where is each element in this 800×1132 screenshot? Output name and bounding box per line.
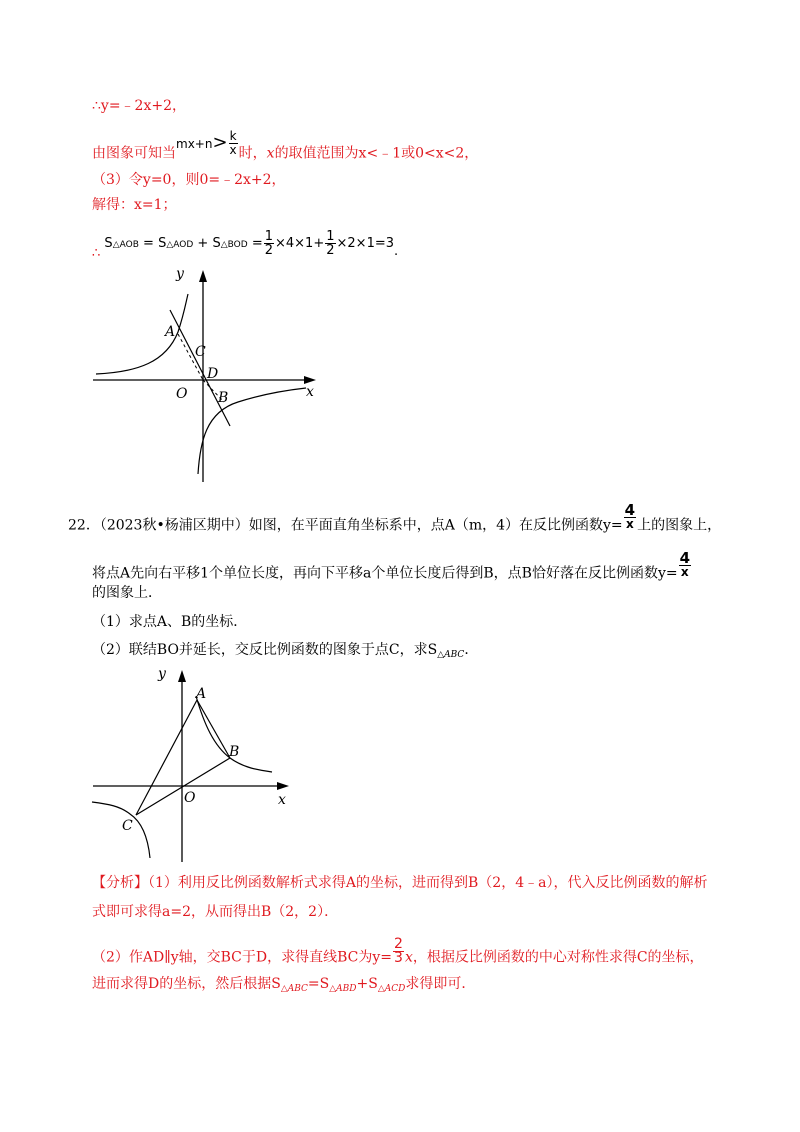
x-axis-arrow <box>277 782 289 790</box>
problem-22-question-1: （1）求点A、B的坐标． <box>92 614 248 630</box>
variable-x: x <box>404 949 413 966</box>
text-segment: （2）联结BO并延长，交反比例函数的图象于点C，求S <box>92 642 438 658</box>
fraction-one-half <box>325 230 335 257</box>
equals-sign: = <box>251 236 263 251</box>
point-d-label: D <box>207 366 219 382</box>
text-segment: ． <box>464 642 479 658</box>
text-segment: （2023秋•杨浦区期中）如图，在平面直角坐标系中，点A（m，4）在反比例函数y= <box>99 517 623 534</box>
y-axis-label: y <box>176 266 184 282</box>
therefore-symbol: ∴ <box>92 98 101 114</box>
x-axis-label: x <box>306 384 314 400</box>
origin-label: O <box>176 386 188 402</box>
point-b-label: B <box>218 390 229 406</box>
analysis-line-2: 式即可求得a=2，从而得出B（2，2）． <box>92 904 339 920</box>
problem-22-line-3: 的图象上． <box>92 585 162 601</box>
fraction-numerator: 2 <box>394 936 403 952</box>
x-axis-arrow <box>304 376 316 384</box>
fraction-numerator: 4 <box>624 501 636 519</box>
area-subscript: △AOB <box>112 240 139 250</box>
linear-equation: y=﹣2x+2， <box>100 98 187 114</box>
solution-area-line <box>92 229 399 261</box>
graph-triangle-abc <box>88 662 300 864</box>
fraction-denominator: 2 <box>264 243 273 258</box>
fraction-denominator: x <box>680 565 689 579</box>
analysis-tag: 【分析】 <box>92 875 148 891</box>
analysis-line-4 <box>92 974 475 999</box>
fraction-numerator: k <box>229 129 237 143</box>
problem-22-line-2 <box>92 549 692 587</box>
area-subscript: △ACD <box>377 984 406 994</box>
text-segment: 进而求得D的坐标，然后根据S <box>92 976 281 992</box>
fraction-4-over-x <box>679 549 691 579</box>
solution-line-2 <box>92 129 479 167</box>
y-axis-arrow <box>199 270 207 282</box>
text-segment: +S <box>356 976 378 992</box>
fraction-two-thirds <box>393 938 404 965</box>
origin-label: O <box>184 790 196 806</box>
text-segment: ，根据反比例函数的中心对称性求得C的坐标， <box>412 949 704 966</box>
area-subscript: △AOD <box>166 240 194 250</box>
period: . <box>394 244 399 259</box>
graph-hyperbola-line <box>88 262 328 484</box>
area-subscript: △ABC <box>437 650 465 660</box>
inequality-expression <box>176 129 239 157</box>
area-symbol: S <box>212 236 221 251</box>
equals-sign: = <box>143 236 154 251</box>
area-subscript: △ABD <box>329 984 357 994</box>
analysis-line-1 <box>92 873 707 893</box>
therefore-symbol: ∴ <box>92 246 101 261</box>
text-segment: 由图象可知当 <box>92 145 176 162</box>
text-segment: 求得即可． <box>405 976 476 992</box>
segment-ab <box>197 700 230 758</box>
area-subscript: △BOD <box>220 240 248 250</box>
fraction-numerator: 1 <box>326 229 335 244</box>
point-a-label: A <box>165 324 176 340</box>
point-c-label: C <box>195 344 206 360</box>
text-segment: 时， <box>238 145 267 162</box>
text-segment: ×4×1+ <box>275 236 325 251</box>
fraction-4-over-x <box>624 501 636 531</box>
expr-mx-n: mx+n <box>176 136 213 151</box>
solution-line-4: 解得：x=1； <box>92 197 177 213</box>
solution-line-3: （3）令y=0，则0=﹣2x+2， <box>92 172 286 188</box>
text-segment: 上的图象上， <box>637 517 722 534</box>
hyperbola-branch-lower-right <box>198 388 306 474</box>
fraction-denominator: x <box>229 143 237 157</box>
hyperbola-branch-third-quadrant <box>92 802 150 858</box>
text-segment: （1）利用反比例函数解析式求得A的坐标，进而得到B（2，4﹣a），代入反比例函数的解析 <box>148 875 708 891</box>
area-symbol: S <box>104 236 113 251</box>
fraction-numerator: 4 <box>679 549 691 567</box>
area-subscript: △ABC <box>280 984 308 994</box>
greater-than-sign: > <box>212 131 228 153</box>
line-y-eq-neg2x-plus2 <box>170 310 230 426</box>
area-symbol: S <box>158 236 167 251</box>
solution-line-1 <box>92 96 186 116</box>
fraction-numerator: 1 <box>264 229 273 244</box>
y-axis-arrow <box>178 670 186 682</box>
text-segment: （2）作AD∥y轴，交BC于D，求得直线BC为y= <box>92 949 393 966</box>
x-axis-label: x <box>278 792 286 808</box>
point-a-label: A <box>196 686 207 702</box>
y-axis-label: y <box>158 666 166 682</box>
variable-x: x <box>266 145 275 162</box>
hyperbola-branch-first-quadrant <box>196 696 272 772</box>
plus-sign: + <box>197 236 209 251</box>
text-segment: 将点A先向右平移1个单位长度，再向下平移a个单位长度后得到B，点B恰好落在反比例函数y= <box>92 565 678 582</box>
text-segment: 的取值范围为x<﹣1或0<x<2， <box>274 145 479 162</box>
text-segment: =S <box>307 976 330 992</box>
fraction-denominator: x <box>626 517 634 531</box>
fraction-one-half <box>264 230 274 257</box>
text-segment: ×2×1=3 <box>336 236 395 251</box>
problem-number: 22． <box>68 517 100 534</box>
fraction-k-over-x <box>229 130 238 157</box>
problem-22-line-1 <box>68 501 722 539</box>
fraction-denominator: 3 <box>394 950 403 966</box>
fraction-denominator: 2 <box>326 243 335 258</box>
point-c-label: C <box>122 818 133 834</box>
analysis-line-3 <box>92 936 704 971</box>
point-b-label: B <box>229 744 240 760</box>
